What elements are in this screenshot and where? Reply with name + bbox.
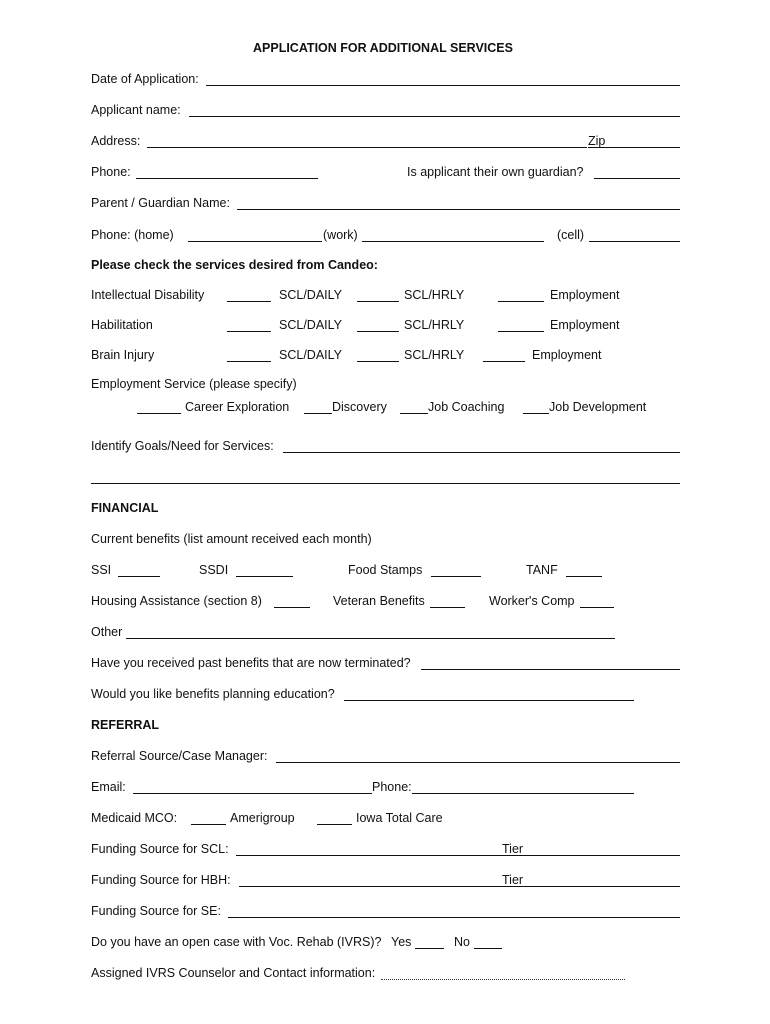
job-coaching-label: Job Coaching [428,400,505,414]
service-row-label: Habilitation [91,318,153,332]
ivrs-question: Do you have an open case with Voc. Rehab (IVRS)? [91,935,382,949]
guardian-phone-home-field[interactable] [188,241,322,242]
employment-checkbox[interactable] [498,301,544,302]
scl-daily-checkbox[interactable] [227,301,271,302]
goals-label: Identify Goals/Need for Services: [91,439,274,453]
address-field[interactable] [147,147,587,148]
referral-phone-field[interactable] [412,793,634,794]
email-field[interactable] [133,793,372,794]
employment-checkbox[interactable] [498,331,544,332]
parent-guardian-field[interactable] [237,209,680,210]
guardian-phone-work-label: (work) [323,228,358,242]
scl-hrly-checkbox[interactable] [357,331,399,332]
service-row-label: Intellectual Disability [91,288,205,302]
past-benefits-field[interactable] [421,669,680,670]
referral-phone-label: Phone: [372,780,412,794]
job-development-label: Job Development [549,400,647,414]
applicant-name-field[interactable] [189,116,680,117]
ssdi-field[interactable] [236,576,293,577]
services-heading: Please check the services desired from Candeo: [91,258,378,272]
financial-heading: FINANCIAL [91,501,159,515]
past-benefits-question: Have you received past benefits that are now terminated? [91,656,411,670]
benefits-planning-question: Would you like benefits planning education? [91,687,335,701]
form-title: APPLICATION FOR ADDITIONAL SERVICES [253,41,513,55]
discovery-label: Discovery [332,400,387,414]
ssi-field[interactable] [118,576,160,577]
referral-heading: REFERRAL [91,718,160,732]
scl-hrly-checkbox[interactable] [357,361,399,362]
funding-scl-tier-field[interactable] [502,855,680,856]
food-stamps-field[interactable] [431,576,481,577]
funding-se-field[interactable] [228,917,680,918]
employment-label: Employment [532,348,602,362]
scl-daily-checkbox[interactable] [227,331,271,332]
guardian-phone-cell-field[interactable] [589,241,680,242]
goals-field[interactable] [283,452,680,453]
funding-se-label: Funding Source for SE: [91,904,221,918]
funding-scl-field[interactable] [236,855,502,856]
ssdi-label: SSDI [199,563,229,577]
funding-hbh-label: Funding Source for HBH: [91,873,231,887]
scl-daily-label: SCL/DAILY [279,318,342,332]
guardian-phone-cell-label: (cell) [557,228,585,242]
other-label: Other [91,625,123,639]
job-development-checkbox[interactable] [523,413,549,414]
ivrs-yes-label: Yes [391,935,412,949]
workers-comp-field[interactable] [580,607,614,608]
ivrs-yes-field[interactable] [415,948,444,949]
benefits-planning-field[interactable] [344,700,634,701]
amerigroup-label: Amerigroup [230,811,295,825]
guardian-phone-home-label: Phone: (home) [91,228,174,242]
funding-hbh-tier-label: Tier [502,873,524,887]
workers-comp-label: Worker's Comp [489,594,575,608]
date-of-application-label: Date of Application: [91,72,199,86]
funding-scl-tier-label: Tier [502,842,524,856]
scl-daily-label: SCL/DAILY [279,288,342,302]
career-exploration-label: Career Exploration [185,400,290,414]
veteran-benefits-field[interactable] [430,607,465,608]
iowa-total-care-checkbox[interactable] [317,824,352,825]
parent-guardian-label: Parent / Guardian Name: [91,196,230,210]
iowa-total-care-label: Iowa Total Care [356,811,443,825]
employment-label: Employment [550,288,620,302]
other-field[interactable] [126,638,615,639]
address-label: Address: [91,134,141,148]
amerigroup-checkbox[interactable] [191,824,226,825]
phone-field[interactable] [136,178,318,179]
service-row-label: Brain Injury [91,348,155,362]
email-label: Email: [91,780,126,794]
housing-assistance-label: Housing Assistance (section 8) [91,594,262,608]
zip-label: Zip [588,134,606,148]
referral-source-label: Referral Source/Case Manager: [91,749,268,763]
ssi-label: SSI [91,563,112,577]
guardian-phone-work-field[interactable] [362,241,544,242]
funding-scl-label: Funding Source for SCL: [91,842,229,856]
career-exploration-checkbox[interactable] [137,413,181,414]
scl-daily-checkbox[interactable] [227,361,271,362]
food-stamps-label: Food Stamps [348,563,423,577]
employment-service-label: Employment Service (please specify) [91,377,297,391]
phone-label: Phone: [91,165,131,179]
tanf-field[interactable] [566,576,602,577]
own-guardian-field[interactable] [594,178,680,179]
date-of-application-field[interactable] [206,85,680,86]
scl-hrly-checkbox[interactable] [357,301,399,302]
veteran-benefits-label: Veteran Benefits [333,594,425,608]
scl-hrly-label: SCL/HRLY [404,348,465,362]
tanf-label: TANF [526,563,558,577]
ivrs-counselor-label: Assigned IVRS Counselor and Contact information: [91,966,376,980]
job-coaching-checkbox[interactable] [400,413,428,414]
funding-hbh-field[interactable] [239,886,502,887]
ivrs-no-field[interactable] [474,948,502,949]
funding-hbh-tier-field[interactable] [502,886,680,887]
housing-assistance-field[interactable] [274,607,310,608]
employment-checkbox[interactable] [483,361,525,362]
ivrs-counselor-field[interactable] [381,979,625,980]
zip-field[interactable] [588,147,680,148]
current-benefits-label: Current benefits (list amount received each month) [91,532,372,546]
goals-field-line-2[interactable] [91,483,680,484]
scl-hrly-label: SCL/HRLY [404,318,465,332]
discovery-checkbox[interactable] [304,413,332,414]
referral-source-field[interactable] [276,762,680,763]
scl-hrly-label: SCL/HRLY [404,288,465,302]
scl-daily-label: SCL/DAILY [279,348,342,362]
employment-label: Employment [550,318,620,332]
applicant-name-label: Applicant name: [91,103,181,117]
ivrs-no-label: No [454,935,470,949]
medicaid-mco-label: Medicaid MCO: [91,811,178,825]
own-guardian-question: Is applicant their own guardian? [407,165,584,179]
